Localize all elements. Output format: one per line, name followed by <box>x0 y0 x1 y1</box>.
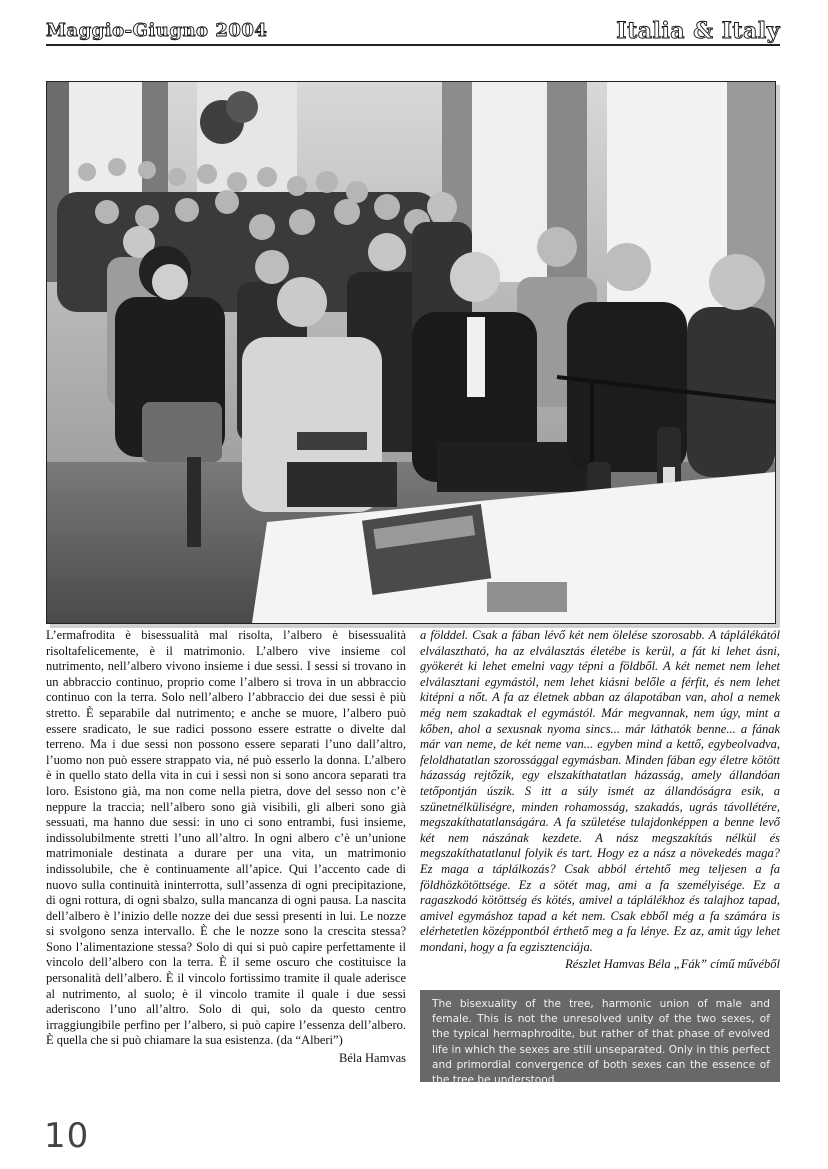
page-number: 10 <box>44 1116 90 1156</box>
source-attribution: Részlet Hamvas Béla „Fák” című művéből <box>565 957 780 972</box>
italian-text-column <box>46 628 406 1067</box>
author-signature: Béla Hamvas <box>339 1051 406 1066</box>
header-divider <box>46 44 780 46</box>
magazine-title: Italia & Italy <box>616 18 780 44</box>
issue-date: Maggio-Giugno 2004 <box>46 20 268 41</box>
hungarian-paragraph: a földdel. Csak a fában lévő két nem ölelése szorosabb. A táplálékától elválasztható, ha az elválasztás életébe is kerül, a fát ki lehet ásni, gyökerét ki lehet emelni vagy tépni a földből. A két nemet nem lehet elválasztani egymástól, nem lehet kiásni belőle a férfit, és nem lehet kitépni a nőt. A fa az életnek abban az álapotában van, ahol a nemek még nem szakadtak el egymástól. Már megvannak, nem úgy, mint a kőben, ahol a sexusnak nyoma sincs... már láthatók benne... a fának már van neme, de két neme van... egyben mind a kettő, egybeolvadva, feloldhatatlan szorossággal egymásban. Minden fában egy életre kötött házasság rejtőzik, egy elszakíthatatlan házasság, amely állandóan tetőpontján úszik. S itt a súly ismét az állandóságra esik, a szünetnélküliségre, minden rohamosság, szakadás, ugrás távollétére, megszakíthatatlanságára. A fa születése tulajdonképpen a benne levő két nem nászának kezdete. A nász megszakítás nélkül és megszakíthatatlanul folyik és tart. Hogy ez a nász a növekedés maga? Ez maga a táplálkozás? Csak abból értehtő meg teljesen a fa földhözkötöttsége. Ez a sötét mag, ami a fa személyisége. Ez a ragaszkodó kötöttség és kötés, amivel a táplálékhoz és talajhoz tapad, amivel egymáshoz tapad a két nem. Csak ebből még a fa számára is elérhetetlen középpontból érthető meg a fa lénye. Ez az, amit úgy lehet mondani, hogy a fa egzisztenciája. <box>420 628 780 954</box>
hungarian-text-column <box>420 628 780 973</box>
english-caption: The bisexuality of the tree, harmonic union of male and female. This is not the unresolved unity of the two sexes, of the typical hermaphrodite, but rather of that phase of evolved life in which the sexes are still unseparated. Only in this perfect and primordial convergence of both sexes can the essence of the tree be understood. <box>420 990 780 1082</box>
italian-paragraph: L’ermafrodita è bisessualità mal risolta, l’albero è bisessualità risoltafelicemente, è il matrimonio. L’albero vive insieme col nutrimento, nell’albero vivono insieme i due sessi. I sessi si trovano in un abbraccio continuo, proprio come l’albero si trova in un abbraccio continuo con la terra. Solo nell’albero l’abbraccio dei due sessi è più stretto. È separabile dal nutrimento; e anche se muore, l’albero può essere sradicato, le sue radici possono essere estratte o divelte dal terreno. Ma i due sessi non possono essere separati l’uno dall’altro, l’uomo non può essere strappato via, né può esserlo la donna. L’albero è in quello stato della vita in cui i sessi non si sono ancora separati tra loro. Esistono già, ma non come nella pietra, dove del sesso non c’è neppure la traccia; nell’albero sono già visibili, gli alberi sono già sessuati, ma hanno due sessi: in uno ci sono entrambi, fusi insieme, indissolubilmente stretti l’uno all’altro. In ogni albero c’è un’unione matrimoniale destinata a durare per una vita, un matrimonio indissolubile, che è continuamente all’apice. Qui l’accento cade di nuovo sulla continuità ininterrotta, sull’assenza di ogni precipitazione, di ogni rottura, di ogni sbalzo, sulla mancanza di ogni pausa. La nascita dell’albero è l’inizio delle nozze dei due sessi presenti in lui. Le nozze si svolgono senza intervallo. È che le nozze sono la crescita stessa? Sono l’alimentazione stessa? Solo di qui si può capire perfettamente il vincolo dell’albero con la terra. È il seme oscuro che costituisce la personalità dell’albero. È il vincolo fortissimo tramite il quale aderisce al nutrimento, al suolo; è il vincolo tramite il quale i due sessi aderiscono l’uno all’altro. Solo di qui, solo da questo centro irraggiungibile perfino per l’albero, si può capire l’essenza dell’albero. È quella che si può chiamare la sua esistenza. (da “Alberi”) <box>46 628 406 1048</box>
audience-photo <box>46 81 776 624</box>
